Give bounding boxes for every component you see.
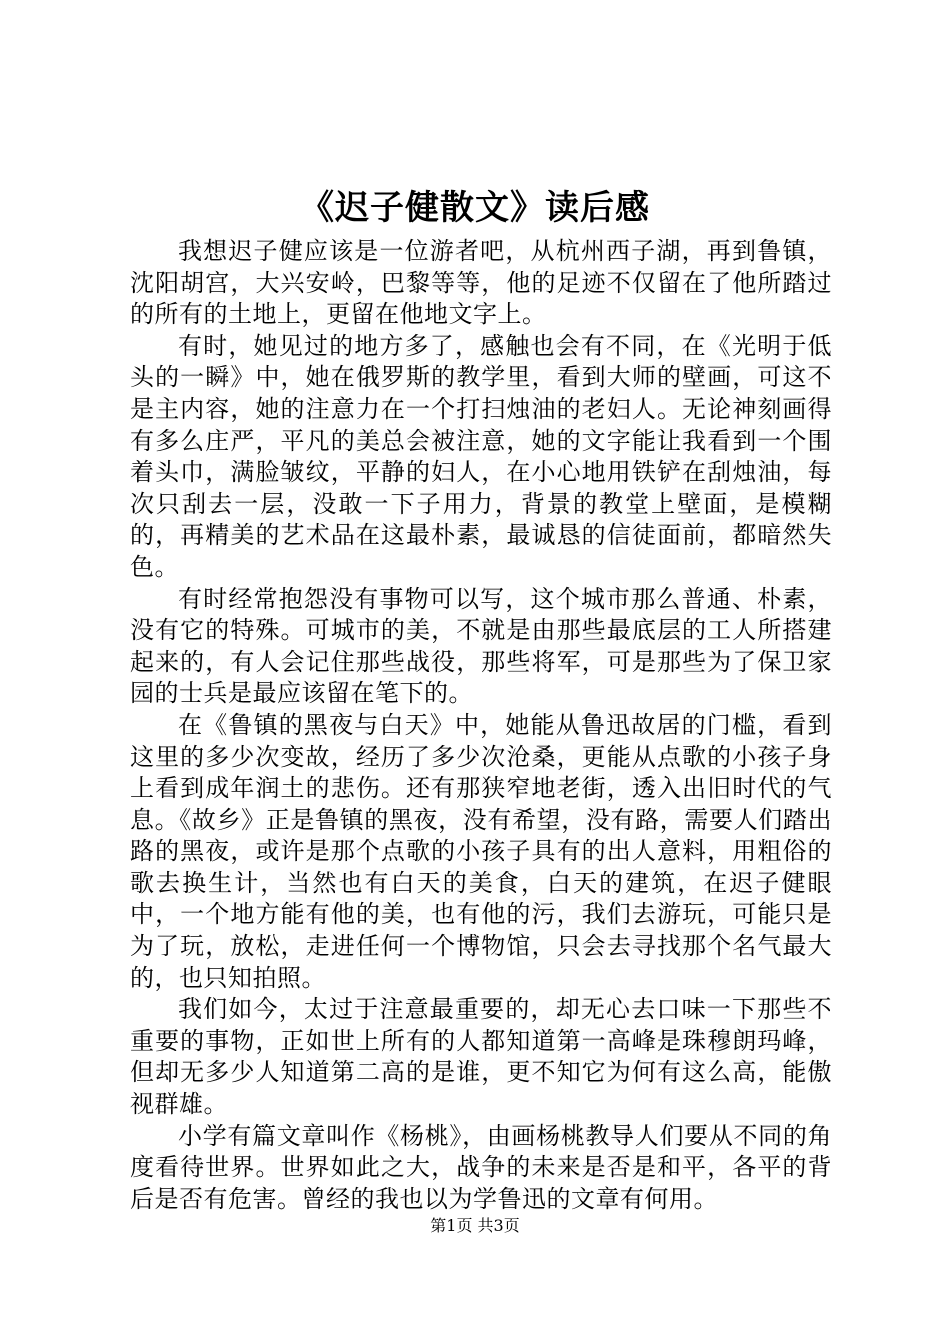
page-number-footer: 第1页 共3页 <box>430 1216 520 1235</box>
paragraph-5: 我们如今，太过于注意最重要的，却无心去口味一下那些不重要的事物，正如世上所有的人都知道第一高峰是珠穆朗玛峰，但却无多少人知道第二高的是谁，更不知它为何有这么高，能傲视群雄。 <box>130 995 832 1119</box>
paragraph-2: 有时，她见过的地方多了，感触也会有不同，在《光明于低头的一瞬》中，她在俄罗斯的教学里，看到大师的壁画，可这不是主内容，她的注意力在一个打扫烛油的老妇人。无论神刻画得有多么庄严，平凡的美总会被注意，她的文字能让我看到一个围着头巾，满脸皱纹，平静的妇人，在小心地用铁铲在刮烛油，每次只刮去一层，没敢一下子用力，背景的教堂上壁面，是模糊的，再精美的艺术品在这最朴素，最诚恳的信徒面前，都暗然失色。 <box>130 331 832 581</box>
paragraph-4: 在《鲁镇的黑夜与白天》中，她能从鲁迅故居的门槛，看到这里的多少次变故，经历了多少次沧桑，更能从点歌的小孩子身上看到成年润土的悲伤。还有那狭窄地老街，透入出旧时代的气息。《故乡》正是鲁镇的黑夜，没有希望，没有路，需要人们踏出路的黑夜，或许是那个点歌的小孩子具有的出人意料，用粗俗的歌去换生计，当然也有白天的美食，白天的建筑，在迟子健眼中，一个地方能有他的美，也有他的污，我们去游玩，可能只是为了玩，放松，走进任何一个博物馆，只会去寻找那个名气最大的，也只知拍照。 <box>130 710 832 992</box>
paragraph-1: 我想迟子健应该是一位游者吧，从杭州西子湖，再到鲁镇，沈阳胡宫，大兴安岭，巴黎等等，他的足迹不仅留在了他所踏过的所有的土地上，更留在他地文字上。 <box>130 237 832 329</box>
paragraph-6: 小学有篇文章叫作《杨桃》，由画杨桃教导人们要从不同的角度看待世界。世界如此之大，战争的未来是否是和平，各平的背后是否有危害。曾经的我也以为学鲁迅的文章有何用。 <box>130 1121 832 1213</box>
paragraph-3: 有时经常抱怨没有事物可以写，这个城市那么普通、朴素，没有它的特殊。可城市的美，不就是由那些最底层的工人所搭建起来的，有人会记住那些战役，那些将军，可是那些为了保卫家园的士兵是最应该留在笔下的。 <box>130 584 832 708</box>
document-title: 《迟子健散文》读后感 <box>300 188 650 228</box>
document-body <box>130 236 832 1215</box>
